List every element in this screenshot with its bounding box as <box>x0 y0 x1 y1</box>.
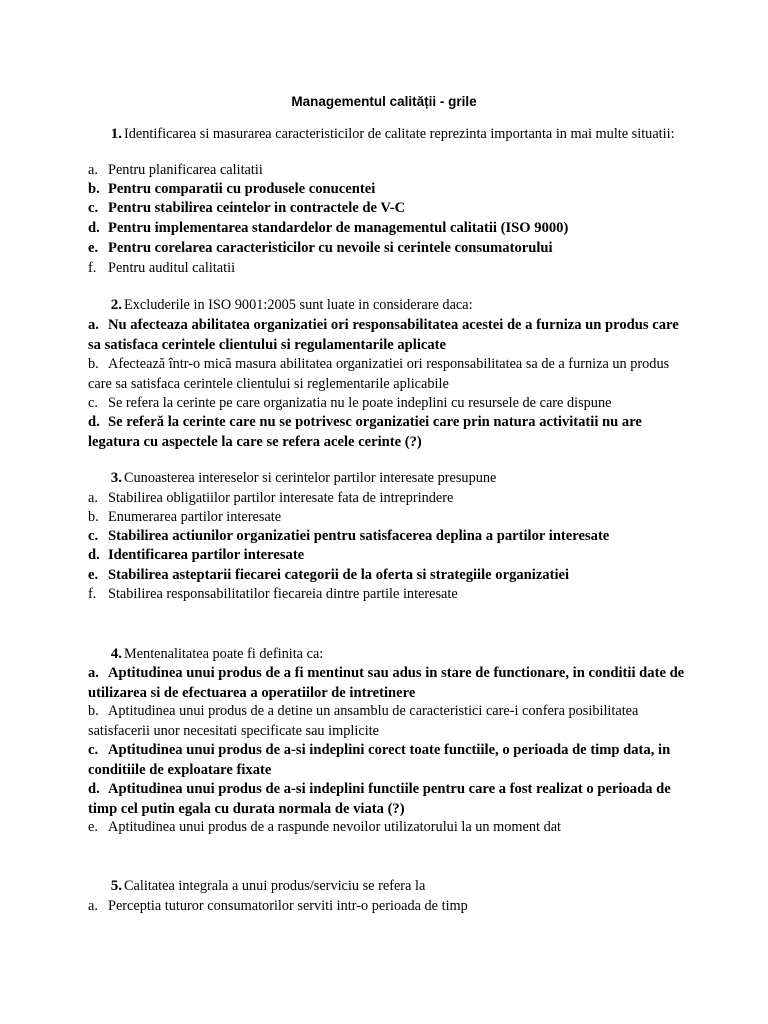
page-title: Managementul calității - grile <box>291 94 477 109</box>
option-4c: c. Aptitudinea unui produs de a-si indeplini corect toate functiile, o perioada de timp data, in conditiile de exploatare fixate <box>88 742 671 778</box>
option-3a: a. Stabilirea obligatiilor partilor interesate fata de intreprindere <box>88 490 454 506</box>
option-2d: d. Se referă la cerinte care nu se potrivesc organizatiei care prin natura activitatii nu are legatura cu aspectele la care se refera acele cerinte (?) <box>88 414 642 450</box>
option-5a: a. Perceptia tuturor consumatorilor serviti intr-o perioada de timp <box>88 898 468 914</box>
option-3d: d. Identificarea partilor interesate <box>88 547 305 563</box>
question-number: 1. <box>110 126 122 142</box>
option-2a: a. Nu afecteaza abilitatea organizatiei ori responsabilitatea acestei de a furniza un produs care sa satisfaca cerintele clientului si regulamentarile aplicate <box>88 317 679 353</box>
question-2 <box>88 296 688 316</box>
option-2c: c. Se refera la cerinte pe care organizatia nu le poate indeplini cu resursele de care dispune <box>88 395 612 411</box>
question-3 <box>88 469 688 489</box>
option-4d: d. Aptitudinea unui produs de a-si indeplini functiile pentru care a fost realizat o perioada de timp cel putin egala cu durata normala de viata (?) <box>88 781 671 817</box>
question-text: Identificarea si masurarea caracteristicilor de calitate reprezinta importanta in mai multe situatii: <box>124 126 675 142</box>
question-text: Excluderile in ISO 9001:2005 sunt luate in considerare daca: <box>124 297 473 313</box>
question-text: Cunoasterea intereselor si cerintelor partilor interesate presupune <box>124 470 497 486</box>
question-4 <box>88 645 688 665</box>
question-number: 4. <box>110 646 122 662</box>
option-2b: b. Afectează într-o mică masura abilitatea organizatiei ori responsabilitatea sa de a furniza un produs care sa satisfaca cerintele clientului si reglementarile aplicabile <box>88 356 670 392</box>
option-3f: f. Stabilirea responsabilitatilor fiecareia dintre partile interesate <box>88 586 458 602</box>
question-5 <box>88 877 688 897</box>
option-1f: f. Pentru auditul calitatii <box>88 260 236 276</box>
option-1b: b. Pentru comparatii cu produsele conucentei <box>88 181 376 197</box>
option-3c: c. Stabilirea actiunilor organizatiei pentru satisfacerea deplina a partilor interesate <box>88 528 610 544</box>
option-3e: e. Stabilirea asteptarii fiecarei categorii de la oferta si strategiile organizatiei <box>88 567 570 583</box>
option-1d: d. Pentru implementarea standardelor de managementul calitatii (ISO 9000) <box>88 220 569 236</box>
option-4a: a. Aptitudinea unui produs de a fi mentinut sau adus in stare de functionare, in conditii date de utilizarea si de efectuarea a operatiilor de intretinere <box>88 665 685 701</box>
option-1e: e. Pentru corelarea caracteristicilor cu nevoile si cerintele consumatorului <box>88 240 553 256</box>
option-1a: a. Pentru planificarea calitatii <box>88 162 263 178</box>
question-text: Calitatea integrala a unui produs/serviciu se refera la <box>124 878 426 894</box>
question-number: 5. <box>110 878 122 894</box>
option-4e: e. Aptitudinea unui produs de a raspunde nevoilor utilizatorului la un moment dat <box>88 819 562 835</box>
question-text: Mentenalitatea poate fi definita ca: <box>124 646 324 662</box>
question-number: 2. <box>110 297 122 313</box>
question-1 <box>88 125 688 145</box>
option-3b: b. Enumerarea partilor interesate <box>88 509 282 525</box>
question-number: 3. <box>110 470 122 486</box>
option-4b: b. Aptitudinea unui produs de a detine un ansamblu de caracteristici care-i confera posibilitatea satisfacerii unor necesitati specificate sau implicite <box>88 703 639 739</box>
option-1c: c. Pentru stabilirea ceintelor in contractele de V-C <box>88 200 406 216</box>
